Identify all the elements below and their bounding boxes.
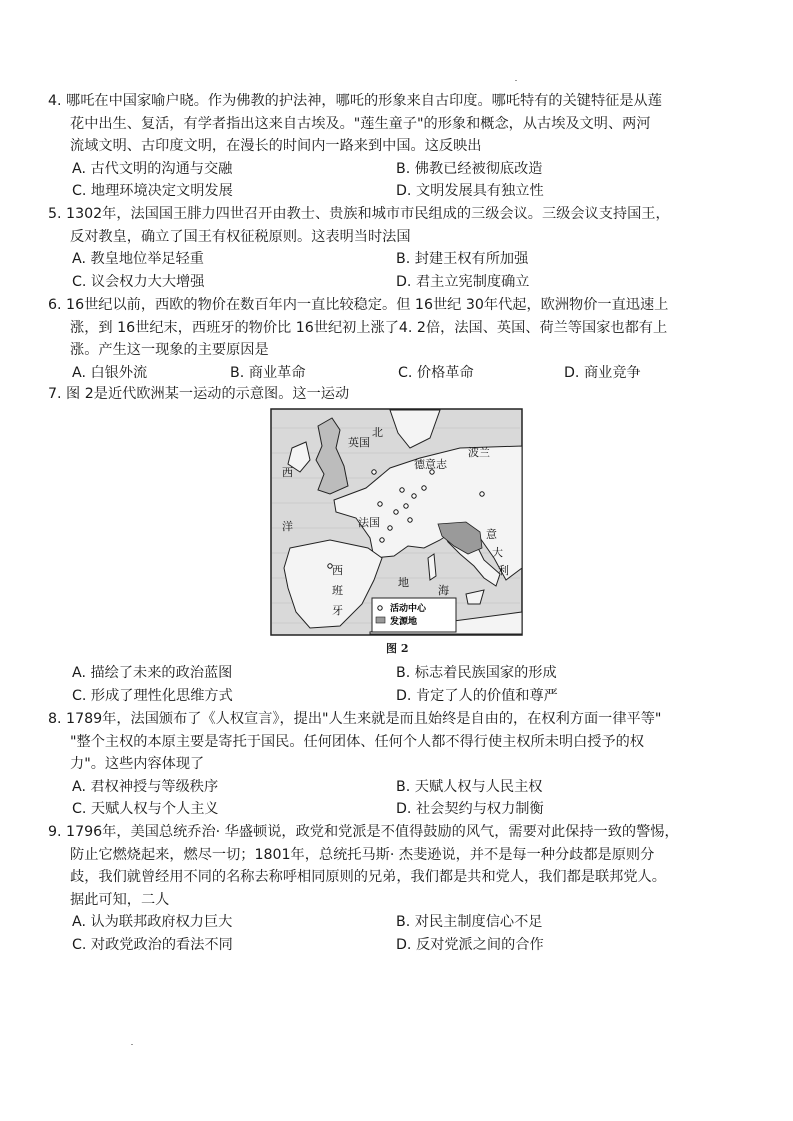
question-8-line-1: 8. 1789年，法国颁布了《人权宣言》，提出"人生来就是而且始终是自由的，在权利方面一律平等"	[48, 711, 662, 727]
question-4-line-1: 4. 哪吒在中国家喻户晓。作为佛教的护法神，哪吒的形象来自古印度。哪吒特有的关键特征是从莲	[48, 93, 662, 109]
question-8-line-3: 力"。这些内容体现了	[70, 756, 205, 773]
option-b[interactable]: B. 天赋人权与人民主权	[396, 778, 543, 795]
option-c[interactable]: C. 地理环境决定文明发展	[72, 183, 233, 200]
label-mediterranean-1: 地	[398, 576, 409, 589]
question-6	[48, 294, 778, 384]
question-7	[48, 383, 778, 406]
activity-center-dot	[388, 526, 392, 530]
question-5-line-1: 5. 1302年，法国国王腓力四世召开由教士、贵族和城市市民组成的三级会议。三级会议支持国王，	[48, 206, 670, 222]
activity-center-dot	[408, 518, 412, 522]
option-b[interactable]: B. 封建王权有所加强	[396, 251, 529, 268]
legend-activity-label: 活动中心	[390, 604, 427, 614]
option-d[interactable]: D. 肯定了人的价值和尊严	[396, 687, 558, 704]
activity-center-dot	[400, 488, 404, 492]
option-b[interactable]: B. 对民主制度信心不足	[396, 914, 543, 931]
activity-center-dot	[480, 492, 484, 496]
question-9-line-4: 据此可知，二人	[70, 891, 170, 908]
question-9	[48, 821, 778, 957]
question-8-options-row-1	[48, 776, 778, 799]
option-d[interactable]: D. 商业竞争	[564, 364, 641, 381]
label-atlantic-2: 洋	[282, 520, 293, 533]
question-5-options-row-1	[48, 248, 778, 271]
question-7-options-row-2	[48, 685, 778, 708]
label-atlantic-1: 西	[282, 466, 293, 479]
question-6-line-1: 6. 16世纪以前，西欧的物价在数百年内一直比较稳定。但 16世纪 30年代起，欧洲物价一直迅速上	[48, 297, 669, 313]
question-7-options-row-1	[48, 662, 778, 685]
activity-center-dot	[394, 510, 398, 514]
activity-center-dot	[372, 470, 376, 474]
question-4-options-row-1	[48, 158, 778, 181]
option-d[interactable]: D. 君主立宪制度确立	[396, 273, 530, 290]
figure-caption: 图 2	[386, 642, 409, 655]
option-a[interactable]: A. 描绘了未来的政治蓝图	[72, 665, 233, 681]
option-c[interactable]: C. 对政党政治的看法不同	[72, 936, 233, 953]
question-8	[48, 708, 778, 821]
label-france: 法国	[358, 516, 380, 529]
question-6-line-2: 涨，到 16世纪末，西班牙的物价比 16世纪初上涨了4. 2倍，法国、英国、荷兰等国家也都有上	[70, 319, 668, 336]
option-c[interactable]: C. 天赋人权与个人主义	[72, 801, 219, 818]
question-7-options	[48, 662, 778, 707]
question-4-line-3: 流域文明、古印度文明，在漫长的时间内一路来到中国。这反映出	[70, 138, 482, 155]
option-c[interactable]: C. 价格革命	[398, 364, 474, 381]
question-6-line-3: 涨。产生这一现象的主要原因是	[70, 342, 269, 359]
option-b[interactable]: B. 佛教已经被彻底改造	[396, 160, 543, 177]
question-4-line-2: 花中出生、复活，有学者指出这来自古埃及。"莲生童子"的形象和概念，从古埃及文明、两河	[70, 115, 651, 132]
option-a[interactable]: A. 认为联邦政府权力巨大	[72, 914, 233, 931]
question-9-line-3: 歧，我们就曾经用不同的名称去称呼相同原则的兄弟，我们都是共和党人，我们都是联邦党人。	[70, 869, 666, 886]
question-8-line-2: "整个主权的本原主要是寄托于国民。任何团体、任何个人都不得行使主权所未明白授予的权	[70, 733, 645, 750]
question-9-options-row-2	[48, 934, 778, 957]
option-d[interactable]: D. 文明发展具有独立性	[396, 183, 544, 200]
scan-speck	[515, 80, 517, 81]
question-5-options-row-2	[48, 271, 778, 294]
label-italy-1: 意	[486, 528, 497, 541]
option-a[interactable]: A. 古代文明的沟通与交融	[72, 160, 233, 177]
option-c[interactable]: C. 议会权力大大增强	[72, 273, 205, 290]
question-5	[48, 203, 778, 293]
option-b[interactable]: B. 标志着民族国家的形成	[396, 665, 557, 681]
corsica-sardinia-landmass	[428, 554, 436, 580]
label-spain-3: 牙	[332, 604, 343, 617]
option-c[interactable]: C. 形成了理性化思维方式	[72, 687, 233, 704]
option-d[interactable]: D. 社会契约与权力制衡	[396, 801, 544, 818]
question-9-line-1: 9. 1796年，美国总统乔治· 华盛顿说，政党和党派是不值得鼓励的风气，需要对此保持一致的警惕，	[48, 824, 679, 840]
option-a[interactable]: A. 教皇地位举足轻重	[72, 251, 204, 268]
activity-center-dot	[404, 504, 408, 508]
question-7-line-1: 7. 图 2是近代欧洲某一运动的示意图。这一运动	[48, 386, 350, 402]
option-a[interactable]: A. 君权神授与等级秩序	[72, 778, 219, 795]
legend-dot-icon	[378, 606, 382, 610]
question-8-options-row-2	[48, 798, 778, 821]
option-b[interactable]: B. 商业革命	[230, 364, 306, 381]
question-9-line-2: 防止它燃烧起来，燃尽一切；1801年，总统托马斯· 杰斐逊说，并不是每一种分歧都是原则分	[70, 846, 655, 863]
question-5-line-2: 反对教皇，确立了国王有权征税原则。这表明当时法国	[70, 228, 411, 245]
legend-origin-label: 发源地	[390, 617, 418, 627]
label-north-sea: 北	[372, 426, 383, 439]
label-mediterranean-2: 海	[438, 584, 449, 597]
question-4-options-row-2	[48, 180, 778, 203]
legend-origin-swatch-icon	[376, 617, 385, 623]
label-italy-2: 大	[492, 546, 503, 559]
option-d[interactable]: D. 反对党派之间的合作	[396, 936, 544, 953]
question-6-options	[48, 362, 778, 385]
label-italy-3: 利	[498, 564, 509, 577]
activity-center-dot	[412, 494, 416, 498]
option-a[interactable]: A. 白银外流	[72, 364, 148, 381]
question-9-options-row-1	[48, 911, 778, 934]
label-spain-2: 班	[332, 584, 343, 597]
europe-map-figure	[270, 408, 523, 636]
label-england: 英国	[348, 436, 370, 449]
question-4	[48, 90, 778, 203]
label-germany: 德意志	[414, 458, 447, 471]
label-poland: 波兰	[468, 446, 490, 459]
scan-speck	[131, 1044, 133, 1045]
activity-center-dot	[422, 486, 426, 490]
activity-center-dot	[378, 502, 382, 506]
label-spain-1: 西	[332, 564, 343, 577]
activity-center-dot	[380, 538, 384, 542]
